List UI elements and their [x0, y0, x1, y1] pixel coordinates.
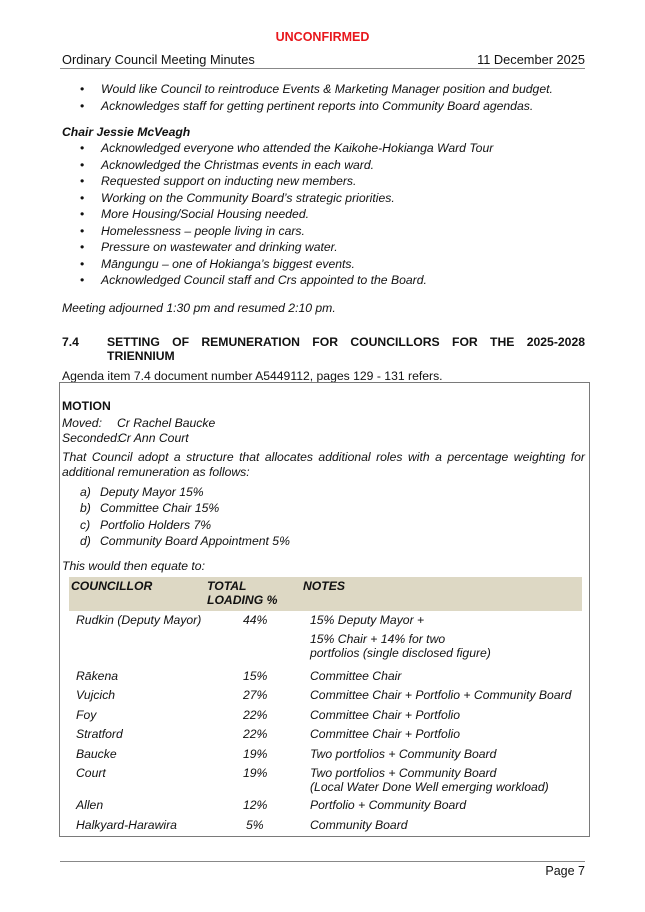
chair-heading: Chair Jessie McVeagh [62, 125, 191, 139]
cell-notes: Community Board [310, 818, 408, 832]
cell-notes: Two portfolios + Community Board [310, 766, 497, 780]
cell-notes: Two portfolios + Community Board [310, 747, 497, 761]
section-title-continued: TRIENNIUM [107, 349, 175, 363]
cell-notes: (Local Water Done Well emerging workload) [310, 780, 549, 794]
seconded-by: Cr Ann Court [118, 431, 189, 445]
column-header-loading-line2: LOADING % [207, 593, 278, 607]
list-item: • Acknowledged Council staff and Crs appointed to the Board. [80, 272, 493, 289]
cell-councillor: Rudkin (Deputy Mayor) [76, 613, 202, 627]
cell-loading: 22% [243, 727, 268, 741]
list-item [80, 533, 290, 549]
agenda-reference: Agenda item 7.4 document number A5449112, pages 129 - 131 refers. [62, 369, 443, 383]
list-item: • More Housing/Social Housing needed. [80, 206, 493, 223]
cell-councillor: Court [76, 766, 106, 780]
header-divider [60, 68, 585, 69]
page-number: Page 7 [545, 864, 585, 878]
role-text: Committee Chair 15% [100, 501, 220, 516]
cell-councillor: Halkyard-Harawira [76, 818, 177, 832]
list-item: • Homelessness – people living in cars. [80, 223, 493, 240]
equate-text: This would then equate to: [62, 559, 205, 573]
meeting-date: 11 December 2025 [477, 52, 585, 67]
resolution-text: That Council adopt a structure that allocates additional roles with a percentage weighting for additional remuneration as follows: [62, 450, 585, 479]
role-text: Portfolio Holders 7% [100, 517, 212, 532]
cell-notes: Committee Chair + Portfolio [310, 708, 461, 722]
section-number: 7.4 [62, 335, 79, 349]
list-item: • Acknowledged the Christmas events in each ward. [80, 157, 493, 174]
cell-councillor: Stratford [76, 727, 123, 741]
cell-councillor: Vujcich [76, 688, 116, 702]
cell-notes: portfolios (single disclosed figure) [310, 646, 491, 660]
list-item [80, 500, 290, 516]
cell-notes: Committee Chair [310, 669, 402, 683]
roles-list [80, 484, 290, 550]
cell-notes: 15% Chair + 14% for two [310, 632, 446, 646]
footer-divider [60, 861, 585, 862]
cell-councillor: Rākena [76, 669, 119, 683]
cell-notes: Committee Chair + Portfolio [310, 727, 461, 741]
list-item: • Working on the Community Board’s strategic priorities. [80, 190, 493, 207]
cell-loading: 12% [243, 798, 268, 812]
column-header-loading-line1: TOTAL [207, 579, 247, 593]
column-header-loading [207, 579, 277, 607]
cell-notes: Committee Chair + Portfolio + Community Board [310, 688, 572, 702]
list-item: • Pressure on wastewater and drinking water. [80, 239, 493, 256]
moved-label: Moved: [62, 416, 102, 430]
adjourned-note: Meeting adjourned 1:30 pm and resumed 2:10 pm. [62, 301, 336, 315]
cell-councillor: Baucke [76, 747, 117, 761]
moved-by: Cr Rachel Baucke [117, 416, 216, 430]
seconded-label: Seconded: [62, 431, 121, 445]
cell-councillor: Foy [76, 708, 97, 722]
role-text: Deputy Mayor 15% [100, 485, 204, 499]
list-item: • Acknowledged everyone who attended the Kaikohe-Hokianga Ward Tour [80, 140, 493, 157]
list-item [80, 484, 290, 500]
list-marker: d) [80, 534, 91, 549]
cell-notes: 15% Deputy Mayor + [310, 613, 425, 627]
cell-loading: 19% [243, 747, 268, 761]
list-item [80, 517, 290, 533]
list-marker: b) [80, 501, 91, 516]
column-header-councillor: COUNCILLOR [71, 579, 153, 593]
list-item: • Acknowledges staff for getting pertinent reports into Community Board agendas. [80, 98, 553, 115]
status-banner: UNCONFIRMED [275, 30, 370, 44]
cell-loading: 5% [246, 818, 264, 832]
list-item: • Māngungu – one of Hokianga’s biggest events. [80, 256, 493, 273]
role-text: Community Board Appointment 5% [100, 534, 290, 549]
cell-councillor: Allen [76, 798, 104, 812]
chair-bullet-list [80, 140, 493, 289]
cell-loading: 27% [243, 688, 268, 702]
cell-loading: 19% [243, 766, 268, 780]
list-marker: a) [80, 485, 91, 499]
column-header-notes: NOTES [303, 579, 345, 593]
cell-loading: 44% [243, 613, 268, 627]
section-title: SETTING OF REMUNERATION FOR COUNCILLORS FOR THE 2025-2028 [107, 335, 585, 349]
cell-loading: 15% [243, 669, 268, 683]
list-item: • Would like Council to reintroduce Events & Marketing Manager position and budget. [80, 81, 553, 98]
intro-bullet-list [80, 81, 553, 114]
list-item: • Requested support on inducting new members. [80, 173, 493, 190]
motion-heading: MOTION [62, 399, 111, 413]
cell-notes: Portfolio + Community Board [310, 798, 467, 812]
document-title: Ordinary Council Meeting Minutes [62, 52, 255, 67]
cell-loading: 22% [243, 708, 268, 722]
list-marker: c) [80, 517, 91, 532]
